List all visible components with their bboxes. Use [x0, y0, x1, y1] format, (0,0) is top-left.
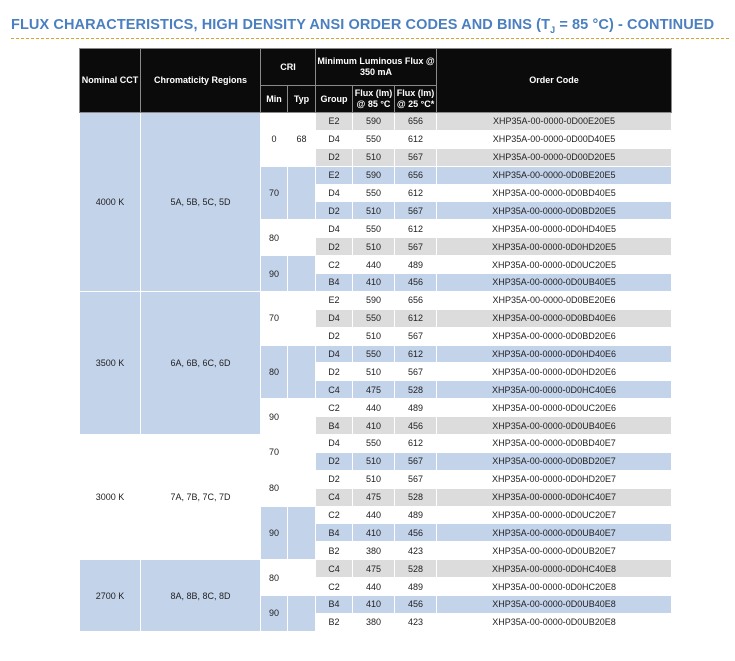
cri-typ-cell — [288, 470, 316, 506]
order-code-cell: XHP35A-00-0000-0D0BE20E5 — [437, 166, 672, 184]
cri-min-cell: 90 — [261, 399, 288, 435]
flux-25-cell: 489 — [395, 506, 437, 524]
cri-min-cell: 80 — [261, 345, 288, 399]
group-cell: C2 — [316, 399, 353, 417]
flux-85-cell: 410 — [353, 274, 395, 292]
cri-typ-cell: 68 — [288, 113, 316, 167]
group-cell: B4 — [316, 524, 353, 542]
cct-cell: 2700 K — [80, 560, 141, 632]
flux-25-cell: 567 — [395, 327, 437, 345]
cri-typ-cell — [288, 256, 316, 292]
cri-min-cell: 80 — [261, 220, 288, 256]
order-code-cell: XHP35A-00-0000-0D0UB40E6 — [437, 417, 672, 435]
order-code-cell: XHP35A-00-0000-0D0BE20E6 — [437, 291, 672, 309]
table-row — [80, 435, 672, 453]
group-cell: D2 — [316, 202, 353, 220]
flux-85-cell: 510 — [353, 452, 395, 470]
flux-25-cell: 612 — [395, 220, 437, 238]
cct-cell: 3500 K — [80, 291, 141, 434]
flux-85-cell: 410 — [353, 596, 395, 614]
order-code-cell: XHP35A-00-0000-0D0UB20E8 — [437, 613, 672, 631]
flux-85-cell: 550 — [353, 435, 395, 453]
group-cell: D2 — [316, 148, 353, 166]
header-cri: CRI — [261, 49, 316, 86]
flux-25-cell: 456 — [395, 596, 437, 614]
group-cell: C4 — [316, 381, 353, 399]
order-code-cell: XHP35A-00-0000-0D0HD40E5 — [437, 220, 672, 238]
group-cell: B2 — [316, 542, 353, 560]
header-flux-85c: Flux (lm) @ 85 °C — [353, 86, 395, 113]
group-cell: D4 — [316, 345, 353, 363]
order-code-cell: XHP35A-00-0000-0D0UC20E6 — [437, 399, 672, 417]
flux-85-cell: 590 — [353, 166, 395, 184]
header-cri-min: Min — [261, 86, 288, 113]
flux-85-cell: 510 — [353, 363, 395, 381]
header-order-code: Order Code — [437, 49, 672, 113]
flux-85-cell: 590 — [353, 291, 395, 309]
order-code-cell: XHP35A-00-0000-0D00D20E5 — [437, 148, 672, 166]
flux-85-cell: 550 — [353, 184, 395, 202]
flux-25-cell: 656 — [395, 113, 437, 131]
order-code-cell: XHP35A-00-0000-0D00E20E5 — [437, 113, 672, 131]
order-code-cell: XHP35A-00-0000-0D0UB40E8 — [437, 596, 672, 614]
cri-min-cell: 0 — [261, 113, 288, 167]
group-cell: D4 — [316, 130, 353, 148]
cri-min-cell: 90 — [261, 256, 288, 292]
header-cri-typ: Typ — [288, 86, 316, 113]
flux-85-cell: 410 — [353, 524, 395, 542]
group-cell: C4 — [316, 560, 353, 578]
flux-25-cell: 656 — [395, 166, 437, 184]
group-cell: D2 — [316, 238, 353, 256]
flux-85-cell: 440 — [353, 578, 395, 596]
cri-typ-cell — [288, 596, 316, 632]
group-cell: D2 — [316, 470, 353, 488]
order-code-cell: XHP35A-00-0000-0D00D40E5 — [437, 130, 672, 148]
flux-25-cell: 423 — [395, 542, 437, 560]
flux-85-cell: 410 — [353, 417, 395, 435]
flux-25-cell: 612 — [395, 309, 437, 327]
flux-25-cell: 567 — [395, 363, 437, 381]
flux-85-cell: 475 — [353, 381, 395, 399]
flux-25-cell: 567 — [395, 470, 437, 488]
flux-25-cell: 489 — [395, 578, 437, 596]
group-cell: C2 — [316, 578, 353, 596]
flux-25-cell: 489 — [395, 399, 437, 417]
cri-min-cell: 70 — [261, 166, 288, 220]
order-code-cell: XHP35A-00-0000-0D0HC40E7 — [437, 488, 672, 506]
order-code-cell: XHP35A-00-0000-0D0HD20E5 — [437, 238, 672, 256]
cri-min-cell: 70 — [261, 291, 288, 345]
flux-table-body — [80, 113, 672, 632]
cri-typ-cell — [288, 435, 316, 471]
flux-85-cell: 475 — [353, 560, 395, 578]
cri-typ-cell — [288, 166, 316, 220]
group-cell: E2 — [316, 166, 353, 184]
order-code-cell: XHP35A-00-0000-0D0UB20E7 — [437, 542, 672, 560]
group-cell: C4 — [316, 488, 353, 506]
cri-min-cell: 70 — [261, 435, 288, 471]
flux-85-cell: 510 — [353, 327, 395, 345]
flux-25-cell: 612 — [395, 184, 437, 202]
cri-typ-cell — [288, 220, 316, 256]
flux-85-cell: 510 — [353, 238, 395, 256]
cct-cell: 4000 K — [80, 113, 141, 292]
flux-85-cell: 440 — [353, 506, 395, 524]
flux-85-cell: 475 — [353, 488, 395, 506]
group-cell: C2 — [316, 256, 353, 274]
flux-25-cell: 656 — [395, 291, 437, 309]
flux-85-cell: 380 — [353, 613, 395, 631]
title-divider — [11, 38, 729, 39]
group-cell: D4 — [316, 220, 353, 238]
flux-25-cell: 528 — [395, 381, 437, 399]
table-row — [80, 291, 672, 309]
group-cell: D2 — [316, 363, 353, 381]
chromaticity-cell: 5A, 5B, 5C, 5D — [141, 113, 261, 292]
order-code-cell: XHP35A-00-0000-0D0BD20E7 — [437, 452, 672, 470]
flux-25-cell: 612 — [395, 435, 437, 453]
flux-85-cell: 590 — [353, 113, 395, 131]
order-code-cell: XHP35A-00-0000-0D0HC20E8 — [437, 578, 672, 596]
group-cell: D4 — [316, 184, 353, 202]
order-code-cell: XHP35A-00-0000-0D0HC40E8 — [437, 560, 672, 578]
table-row — [80, 560, 672, 578]
order-code-cell: XHP35A-00-0000-0D0BD40E5 — [437, 184, 672, 202]
cri-typ-cell — [288, 399, 316, 435]
header-group: Group — [316, 86, 353, 113]
flux-85-cell: 380 — [353, 542, 395, 560]
order-code-cell: XHP35A-00-0000-0D0BD40E7 — [437, 435, 672, 453]
header-min-luminous-flux: Minimum Luminous Flux @ 350 mA — [316, 49, 437, 86]
cri-min-cell: 80 — [261, 560, 288, 596]
flux-25-cell: 567 — [395, 238, 437, 256]
cri-typ-cell — [288, 291, 316, 345]
chromaticity-cell: 8A, 8B, 8C, 8D — [141, 560, 261, 632]
flux-25-cell: 528 — [395, 488, 437, 506]
order-code-cell: XHP35A-00-0000-0D0HC40E6 — [437, 381, 672, 399]
group-cell: C2 — [316, 506, 353, 524]
cri-min-cell: 80 — [261, 470, 288, 506]
flux-85-cell: 510 — [353, 202, 395, 220]
cri-typ-cell — [288, 345, 316, 399]
group-cell: B4 — [316, 274, 353, 292]
order-code-cell: XHP35A-00-0000-0D0HD40E6 — [437, 345, 672, 363]
order-code-cell: XHP35A-00-0000-0D0HD20E7 — [437, 470, 672, 488]
flux-table — [79, 48, 672, 632]
cri-typ-cell — [288, 560, 316, 596]
order-code-cell: XHP35A-00-0000-0D0HD20E6 — [437, 363, 672, 381]
order-code-cell: XHP35A-00-0000-0D0UB40E5 — [437, 274, 672, 292]
chromaticity-cell: 7A, 7B, 7C, 7D — [141, 435, 261, 560]
group-cell: B4 — [316, 417, 353, 435]
flux-25-cell: 612 — [395, 345, 437, 363]
page-title: FLUX CHARACTERISTICS, HIGH DENSITY ANSI ORDER CODES AND BINS ($T_J = 85$ °C) - CONTINUED — [11, 17, 715, 35]
group-cell: B2 — [316, 613, 353, 631]
order-code-cell: XHP35A-00-0000-0D0BD20E6 — [437, 327, 672, 345]
group-cell: B4 — [316, 596, 353, 614]
flux-85-cell: 550 — [353, 130, 395, 148]
group-cell: D4 — [316, 309, 353, 327]
flux-85-cell: 440 — [353, 256, 395, 274]
header-flux-25c: Flux (lm) @ 25 °C* — [395, 86, 437, 113]
flux-25-cell: 423 — [395, 613, 437, 631]
flux-25-cell: 456 — [395, 524, 437, 542]
flux-25-cell: 567 — [395, 452, 437, 470]
flux-25-cell: 612 — [395, 130, 437, 148]
order-code-cell: XHP35A-00-0000-0D0BD20E5 — [437, 202, 672, 220]
cri-min-cell: 90 — [261, 506, 288, 560]
flux-85-cell: 550 — [353, 309, 395, 327]
chromaticity-cell: 6A, 6B, 6C, 6D — [141, 291, 261, 434]
group-cell: D2 — [316, 452, 353, 470]
group-cell: D4 — [316, 435, 353, 453]
group-cell: E2 — [316, 113, 353, 131]
flux-25-cell: 567 — [395, 202, 437, 220]
table-row — [80, 113, 672, 131]
header-nominal-cct: Nominal CCT — [80, 49, 141, 113]
flux-25-cell: 489 — [395, 256, 437, 274]
order-code-cell: XHP35A-00-0000-0D0UB40E7 — [437, 524, 672, 542]
flux-25-cell: 456 — [395, 274, 437, 292]
group-cell: D2 — [316, 327, 353, 345]
order-code-cell: XHP35A-00-0000-0D0UC20E7 — [437, 506, 672, 524]
header-chromaticity-regions: Chromaticity Regions — [141, 49, 261, 113]
flux-85-cell: 550 — [353, 345, 395, 363]
cri-typ-cell — [288, 506, 316, 560]
cri-min-cell: 90 — [261, 596, 288, 632]
flux-85-cell: 550 — [353, 220, 395, 238]
flux-85-cell: 510 — [353, 470, 395, 488]
flux-85-cell: 440 — [353, 399, 395, 417]
flux-25-cell: 456 — [395, 417, 437, 435]
cct-cell: 3000 K — [80, 435, 141, 560]
flux-25-cell: 528 — [395, 560, 437, 578]
order-code-cell: XHP35A-00-0000-0D0UC20E5 — [437, 256, 672, 274]
group-cell: E2 — [316, 291, 353, 309]
flux-25-cell: 567 — [395, 148, 437, 166]
flux-85-cell: 510 — [353, 148, 395, 166]
order-code-cell: XHP35A-00-0000-0D0BD40E6 — [437, 309, 672, 327]
